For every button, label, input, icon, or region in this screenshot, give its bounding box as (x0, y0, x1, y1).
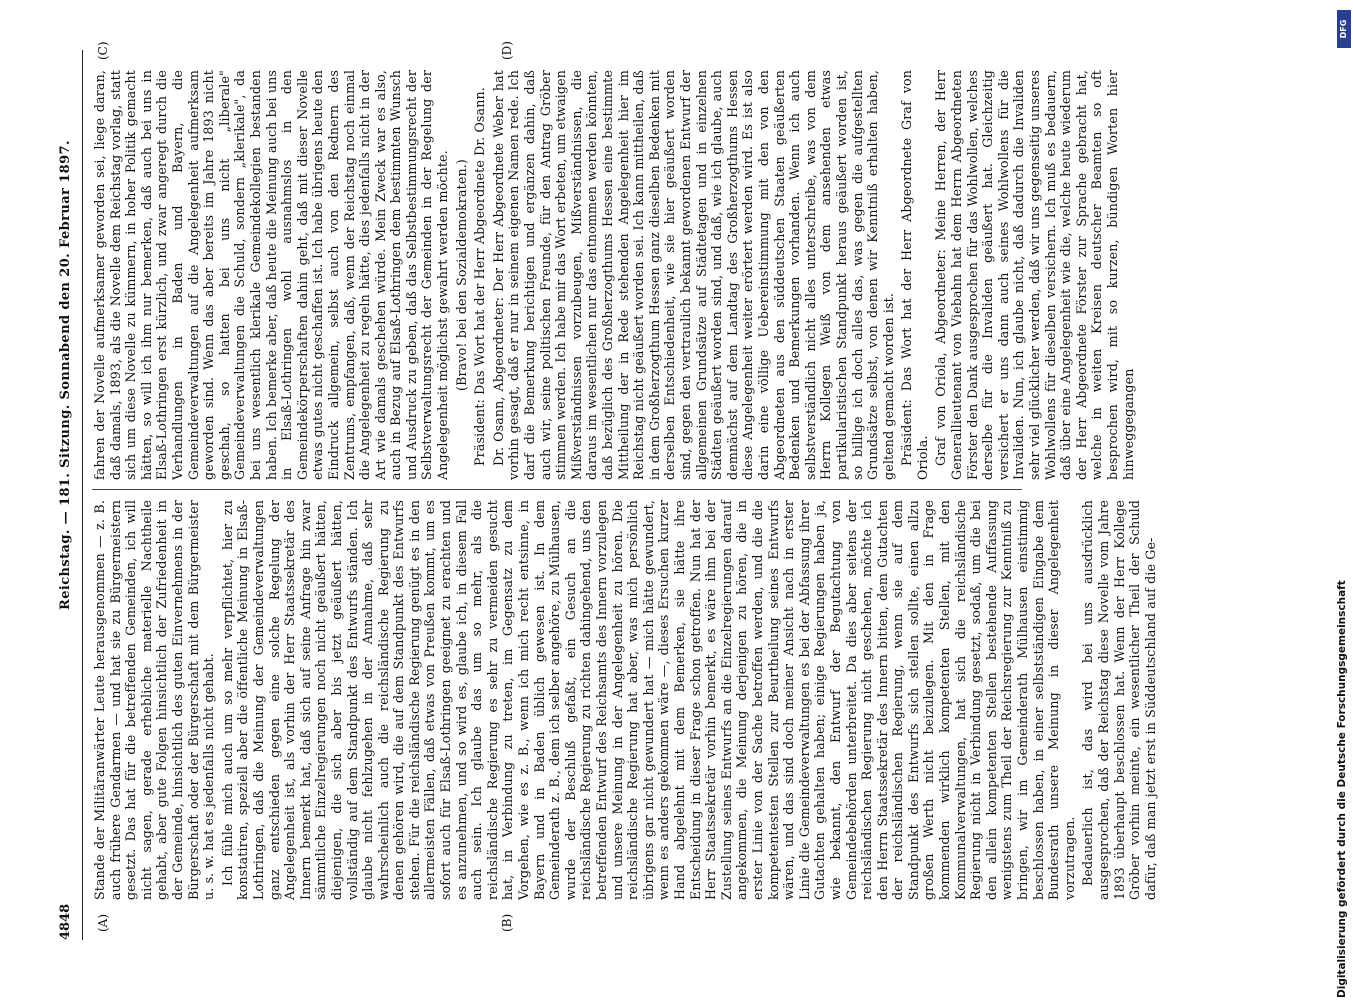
page-header (58, 40, 82, 940)
paragraph: fahren der Novelle aufmerksamer geworden sei, liege daran, daß damals, 1893, als die Novelle dem Reichstag vorlag, statt sich um diese Novelle zu kümmern, in hoher Politik gemacht hätten, so will ich ihm nur bemerken, daß auch bei uns in Elsaß-Lothringen erst kürzlich, und zwar angeregt durch die Verhandlungen in Baden und Bayern, die Gemeindeverwaltungen auf die Angelegenheit aufmerksam geworden sind. Wenn das aber bereits im Jahre 1893 nicht geschah, so hatten bei uns nicht „liberale" Gemeindeverwaltungen die Schuld, sondern „klerikale", da bei uns wesentlich klerikale Gemeindekollegien bestanden haben. Ich bemerke aber, daß heute die Meinung auch bei uns in Elsaß-Lothringen wohl ausnahmslos in den Gemeindekörperschaften dahin geht, daß mit dieser Novelle etwas gutes nicht geschaffen ist. Ich habe übrigens heute den Eindruck allgemein, selbst auch von den Rednern des Zentrums, empfangen, daß, wenn der Reichstag noch einmal die Angelegenheit zu regeln hätte, dies jedenfalls nicht in der Art wie damals geschehen würde. Mein Zweck war es also, auch in Bezug auf Elsaß-Lothringen dem bestimmten Wunsch und Ausdruck zu geben, daß das Selbstbestimmungsrecht der Selbstverwaltungsrecht der Gemeinden in der Regelung der Angelegenheit möglichst gewahrt werden möchte. (92, 70, 451, 480)
logo-text: DFG (1339, 19, 1348, 39)
paragraph: Stande der Militäranwärter Leute herausgenommen — z. B. auch frühere Gendarmen — und hat sie zu Bürgermeistern gesetzt. Das hat für die betreffenden Gemeinden, ich will nicht sagen, gerade erhebliche materielle Nachtheile gehabt, aber gute Folgen hinsichtlich der Zufriedenheit in der Gemeinde, hinsichtlich des guten Einvernehmens in der Bürgerschaft oder der Bürgerschaft mit dem Bürgermeister u. s. w. hat es jedenfalls nicht gehabt. (92, 500, 217, 900)
applause-note: (Bravo! bei den Sozialdemokraten.) (453, 159, 469, 391)
session-title: Reichstag. — 181. Sitzung. Sonnabend den 20. Februar 1897. (58, 140, 73, 610)
speech-osann: Dr. Osann, Abgeordneter: Der Herr Abgeordnete Weber hat vorhin gesagt, daß er nur in seinem eigenen Namen rede. Ich darf die Bemerkung berichtigen und ergänzen dahin, daß auch wir, seine politischen Freunde, für den Antrag Gröber stimmen werden. Ich habe mir das Wort erbeten, um etwaigen Mißverständnissen vorzubeugen, Mißverständnissen, die daraus im wesentlichen nur das entnommen werden könnten, daß bezüglich des Großherzogthums Hessen eine bestimmte Mittheilung der in Rede stehenden Angelegenheit hier im Reichstag nicht geäußert worden sei. Ich kann mittheilen, daß in dem Großherzogthum Hessen ganz dieselben Bedenken mit derselben Entschiedenheit, wie sie hier geäußert worden sind, gegen den vertraulich bekannt gewordenen Entwurf der allgemeinen Grundsätze auf Städtetagen und in einzelnen Städten geäußert worden sind, und daß, wie ich glaube, auch demnächst auf dem Landtag des Großherzogthums Hessen diese Angelegenheit weiter erörtert werden wird. Es ist also darin eine völlige Uebereinstimmung mit den von den Abgeordneten aus den süddeutschen Staaten geäußerten Bedenken und Bemerkungen vorhanden. Wenn ich auch selbstverständlich nicht alles unterschreibe, was von dem Herrn Kollegen Weiß von dem ansehenden etwas partikularistischen Standpunkt heraus geäußert worden ist, so billige ich doch alles das, was gegen die aufgestellten Grundsätze selbst, von denen wir Kenntniß erhalten haben, geltend gemacht worden ist. (490, 70, 896, 480)
paragraph: Bedauerlich ist, das wird bei uns ausdrücklich ausgesprochen, daß der Reichstag diese Novelle vom Jahre 1893 überhaupt beschlossen hat. Wenn der Herr Kollege Gröber vorhin meinte, ein wesentlicher Theil der Schuld dafür, daß man jetzt erst in Süddeutschland auf die Ge- (1080, 500, 1158, 900)
margin-marker-c: (C) (96, 41, 110, 60)
president-remark: Präsident: Das Wort hat der Herr Abgeordnete Dr. Osann. (472, 87, 488, 466)
dfg-logo (1337, 10, 1351, 48)
column-divider (92, 489, 1022, 490)
digitization-credit: Digitalisierung gefördert durch die Deutsche Forschungsgemeinschaft (1336, 580, 1348, 998)
page-number: 4848 (58, 903, 73, 940)
text-column-right (92, 70, 1136, 480)
paragraph: Ich fühle mich auch um so mehr verpflichtet, hier zu konstatiren, speziell aber die öffentliche Meinung in Elsaß-Lothringen, daß die Meinung der Gemeindeverwaltungen ganz entschieden gegen eine solche Regelung der Angelegenheit ist, als vorhin der Herr Staatssekretär des Innern bemerkt hat, daß sich auf seine Anfrage hin zwar sämmtliche Einzelregierungen noch nicht geäußert hätten, diejenigen, die sich aber bis jetzt geäußert hätten, vollständig auf dem Standpunkt des Entwurfs ständen. Ich glaube nicht fehlzugehen in der Annahme, daß sehr wahrscheinlich auch die reichsländische Regierung zu denen gehören wird, die auf dem Standpunkt des Entwurfs stehen. Für die reichsländische Regierung genügt es in den allermeisten Fällen, daß etwas von Preußen kommt, um es sofort auch für Elsaß-Lothringen geeignet zu erachten und es anzunehmen, und so wird es, glaube ich, in diesem Fall auch sein. Ich glaube das um so mehr, als die reichsländische Regierung es sehr zu vermeiden gesucht hat, in Verbindung zu treten, im Gegensatz zu dem Vorgehen, wie es z. B., wenn ich mich recht entsinne, in Bayern und in Baden üblich gewesen ist. In dem Gemeinderath z. B., dem ich selber angehöre, zu Mülhausen, wurde der Beschluß gefaßt, ein Gesuch an die reichsländische Regierung zu richten dahingehend, uns den betreffenden Entwurf des Reichsamts des Innern vorzulegen und unsere Meinung in der Angelegenheit zu hören. Die reichsländische Regierung hat aber, was mich persönlich übrigens gar nicht gewundert hat — mich hätte gewundert, wenn es anders gekommen wäre —, dieses Ersuchen kurzer Hand abgelehnt mit dem Bemerken, sie hätte ihre Entscheidung in dieser Frage schon getroffen. Nun hat der Herr Staatssekretär vorhin bemerkt, es wäre ihm bei der Zustellung seines Entwurfs an die Einzelregierungen darauf angekommen, die Meinung derjenigen zu hören, die in erster Linie von der Sache betroffen werden, und die die kompetentesten Stellen zur Beurtheilung seines Entwurfs wären, und das sind doch meiner Ansicht nach in erster Linie die Gemeindeverwaltungen es bei der Abfassung ihrer Gutachten gehalten haben; einige Regierungen haben ja, wie bekannt, den Entwurf der Begutachtung von Gemeindebehörden unterbreitet. Da dies aber seitens der reichsländischen Regierung nicht geschehen, möchte ich den Herrn Staatssekretär des Innern bitten, dem Gutachten der reichsländischen Regierung, wenn sie auf dem Standpunkt des Entwurfs sich stellen sollte, einen allzu großen Werth nicht beizulegen. Mit den in Frage kommenden wirklich kompetenten Stellen, mit den Kommunalverwaltungen, hat sich die reichsländische Regierung nicht in Verbindung gesetzt, sodaß, um die bei den allein kompetenten Stellen bestehende Auffassung wenigstens zum Theil der Reichsregierung zur Kenntniß zu bringen, wir im Gemeinderath Mülhausen einstimmig beschlossen haben, in einer selbstständigen Eingabe dem Bundesrath unsere Meinung in dieser Angelegenheit vorzutragen. (219, 500, 1077, 900)
margin-marker-a: (A) (96, 913, 110, 932)
header-rule (82, 50, 83, 940)
president-remark: Präsident: Das Wort hat der Herr Abgeordnete Graf von Oriola. (899, 70, 930, 480)
margin-marker-b: (B) (500, 913, 514, 932)
speech-oriola: Graf von Oriola, Abgeordneter: Meine Herren, der Herr Generallieutenant von Viebahn hat dem Herrn Abgeordneten Förster den Dank ausgesprochen für das Wohlwollen, welches derselbe für die Invaliden geäußert hat. Gleichzeitig versichert er uns dann auch seines Wohlwollens für die Invaliden. Nun, ich glaube nicht, daß dadurch die Invaliden sehr viel glücklicher werden, daß wir uns gegenseitig unseres Wohlwollens für dieselben versichern. Ich muß es bedauern, daß über eine Angelegenheit wie die, welche heute wiederum der Herr Abgeordnete Förster zur Sprache gebracht hat, welche in weiten Kreisen deutscher Beamten so oft besprochen wird, mit so kurzen, bündigen Worten hier hinweggegangen (933, 70, 1136, 480)
margin-marker-d: (D) (500, 41, 514, 60)
text-column-left (92, 500, 1158, 900)
